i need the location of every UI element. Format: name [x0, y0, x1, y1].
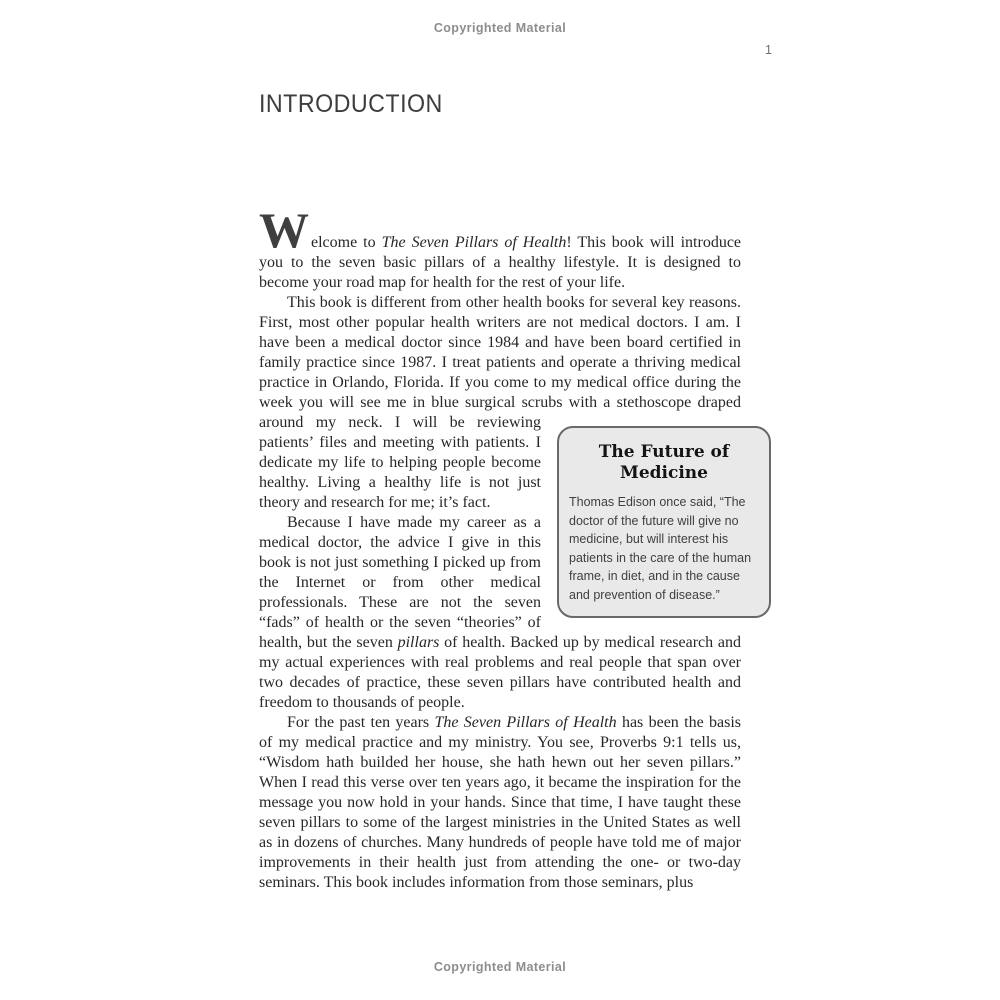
raised-cap: W — [259, 202, 308, 258]
paragraph-welcome — [259, 202, 742, 293]
text-segment: ! This book will introduce you to the seven basic pillars of a healthy lifestyle. It is designed to become your road map for health for the rest of your life. — [259, 234, 742, 291]
sidebar-title: The Future of Medicine — [598, 442, 730, 483]
body-text — [259, 202, 752, 893]
chapter-heading: INTRODUCTION — [259, 90, 443, 118]
sidebar-box — [557, 426, 771, 618]
paragraph-ministry — [259, 713, 741, 893]
page-content — [259, 90, 752, 893]
text-segment: has been the basis of my medical practice and my ministry. You see, Proverbs 9:1 tells us, “Wisdom hath builded her house, she hath hewn out her seven pillars.” When I read this verse over ten years ago, it became the inspiration for the message you now hold in your hands. Since that time, I have taught these seven pillars to some of the largest ministries in the United States as well as in dozens of churches. Many hundreds of people have told me of major improvements in their health just from attending the one- or two-day seminars. This book includes information from those seminars, plus — [259, 714, 741, 891]
book-title-italic: The Seven Pillars of Health — [434, 714, 617, 731]
sidebar-quote: Thomas Edison once said, “The doctor of the future will give no medicine, but will interest his patients in the care of the human frame, in diet, and in the cause and prevention of disease.” — [569, 495, 752, 602]
page-number: 1 — [765, 43, 772, 57]
text-segment: of health. Backed up by medical research and my actual experiences with real problems and real people that span over two decades of practice, these seven pillars have contributed health and freedom to thousands of people. — [259, 634, 742, 711]
book-title-italic: The Seven Pillars of Health — [381, 234, 567, 251]
copyright-notice-bottom: Copyrighted Material — [433, 960, 567, 974]
text-segment: This book is different from other health books for several key reasons. First, most other popular health writers are not medical doctors. I am. I have been a medical doctor since 1984 and have been board certified in family practice since 1987. I treat patients and operate a thriving medical practice in Orlando, Florida. If you come to my medical office during the week you will see me in blue surgical scrubs with a stethoscope draped around my neck. — [259, 294, 741, 431]
text-segment: Because I have made my career as a medical doctor, the advice I give in this book is not just something I picked up from the Internet or from other medical professionals. These are not the seven “fads” of health or the seven “theories” of health, but the seven — [259, 514, 541, 651]
copyright-notice-top: Copyrighted Material — [433, 21, 567, 35]
emphasis-italic: pillars — [397, 634, 440, 651]
text-segment: elcome to — [311, 234, 382, 251]
text-segment: For the past ten years — [287, 714, 435, 731]
text-segment: I will be reviewing patients’ files and meeting with patients. I dedicate my life to helping people become healthy. Living a healthy life is not just theory and research for me; it’s fact. — [259, 414, 542, 511]
